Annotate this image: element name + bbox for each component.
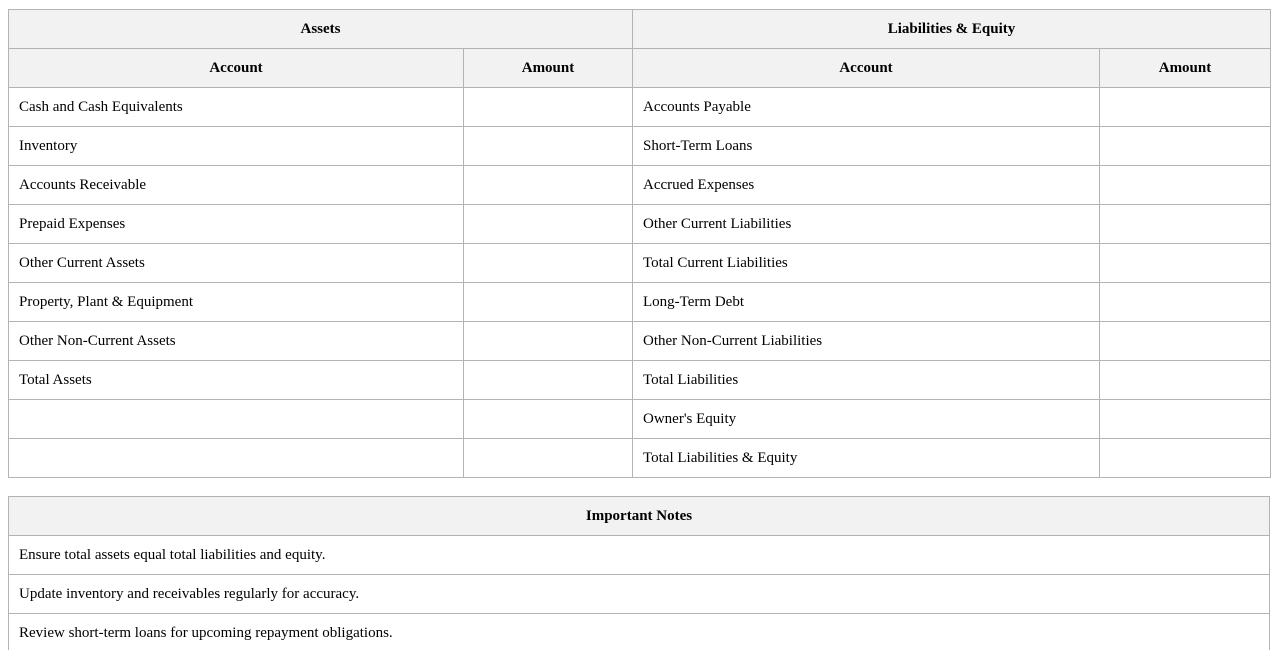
liability-amount-cell [1100,88,1271,127]
table-row [9,575,1270,614]
asset-amount-cell [464,88,633,127]
asset-account-cell: Total Assets [9,361,464,400]
assets-header: Assets [9,10,633,49]
liability-account-cell: Long-Term Debt [633,283,1100,322]
asset-amount-cell [464,244,633,283]
asset-account-cell: Accounts Receivable [9,166,464,205]
asset-amount-cell [464,283,633,322]
table-row [9,322,1271,361]
note-item: Review short-term loans for upcoming repayment obligations. [9,614,1270,650]
liabilities-amount-column-header: Amount [1100,49,1271,88]
assets-amount-column-header: Amount [464,49,633,88]
liability-amount-cell [1100,205,1271,244]
note-item: Update inventory and receivables regularly for accuracy. [9,575,1270,614]
balance-sheet-table [8,9,1271,478]
liability-account-cell: Total Current Liabilities [633,244,1100,283]
asset-amount-cell [464,205,633,244]
liability-account-cell: Short-Term Loans [633,127,1100,166]
important-notes-header: Important Notes [9,497,1270,536]
asset-account-cell: Inventory [9,127,464,166]
liability-amount-cell [1100,322,1271,361]
notes-header-row [9,497,1270,536]
liability-amount-cell [1100,244,1271,283]
asset-amount-cell [464,439,633,478]
table-row [9,283,1271,322]
asset-amount-cell [464,127,633,166]
liability-account-cell: Other Current Liabilities [633,205,1100,244]
asset-account-cell: Other Non-Current Assets [9,322,464,361]
asset-amount-cell [464,361,633,400]
table-row [9,536,1270,575]
liability-account-cell: Owner's Equity [633,400,1100,439]
assets-account-column-header: Account [9,49,464,88]
important-notes-table [8,496,1270,650]
asset-amount-cell [464,400,633,439]
table-row [9,205,1271,244]
table-row [9,361,1271,400]
asset-account-cell: Prepaid Expenses [9,205,464,244]
table-row [9,88,1271,127]
liability-amount-cell [1100,166,1271,205]
asset-account-cell: Other Current Assets [9,244,464,283]
table-row [9,127,1271,166]
asset-account-cell: Cash and Cash Equivalents [9,88,464,127]
liability-amount-cell [1100,361,1271,400]
table-row [9,166,1271,205]
liability-account-cell: Accounts Payable [633,88,1100,127]
asset-account-cell: Property, Plant & Equipment [9,283,464,322]
liabilities-account-column-header: Account [633,49,1100,88]
asset-amount-cell [464,166,633,205]
asset-account-cell [9,400,464,439]
section-header-row [9,10,1271,49]
table-row [9,400,1271,439]
liability-account-cell: Total Liabilities & Equity [633,439,1100,478]
liability-amount-cell [1100,439,1271,478]
asset-account-cell [9,439,464,478]
liability-account-cell: Other Non-Current Liabilities [633,322,1100,361]
asset-amount-cell [464,322,633,361]
table-row [9,614,1270,650]
liability-amount-cell [1100,127,1271,166]
liability-amount-cell [1100,283,1271,322]
column-header-row [9,49,1271,88]
table-row [9,244,1271,283]
liability-account-cell: Accrued Expenses [633,166,1100,205]
liability-amount-cell [1100,400,1271,439]
note-item: Ensure total assets equal total liabilities and equity. [9,536,1270,575]
liabilities-equity-header: Liabilities & Equity [633,10,1271,49]
table-row [9,439,1271,478]
liability-account-cell: Total Liabilities [633,361,1100,400]
